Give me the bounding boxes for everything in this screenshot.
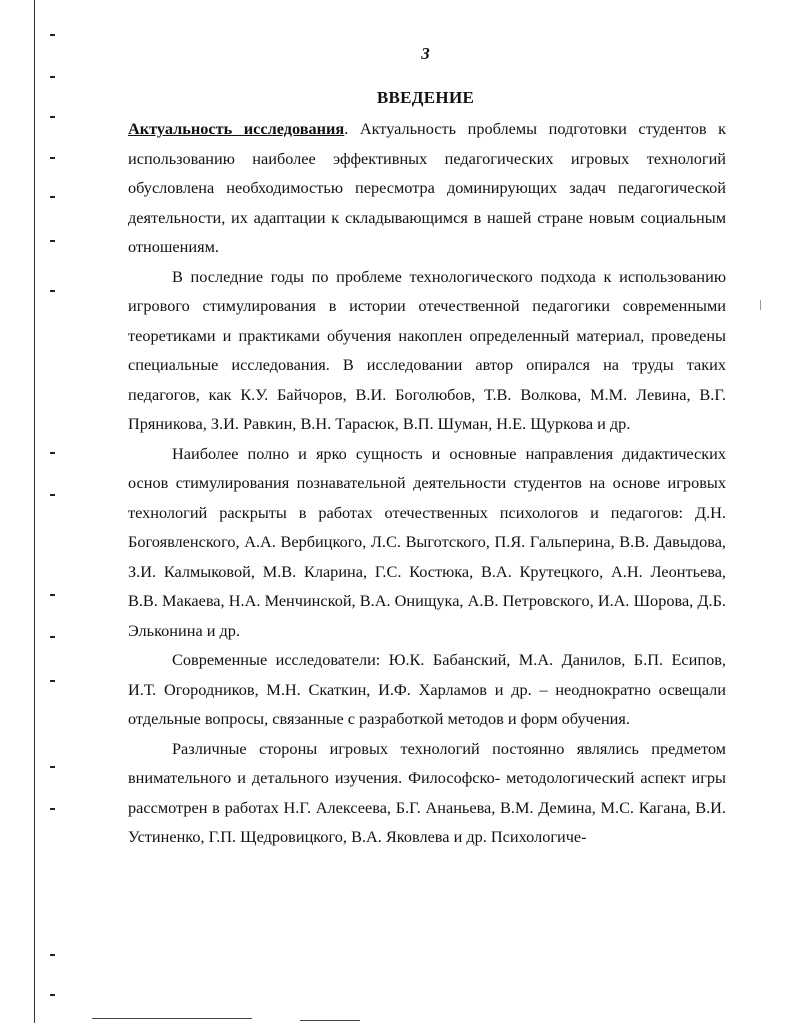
page-number: 3	[421, 44, 430, 63]
paragraph: Различные стороны игровых технологий постоянно являлись предметом внимательного и детального изучения. Философско- методологический аспект игры рассмотрен в работах Н.Г. Алексеева, Б.Г. Ананьева, В.М. Демина, М.С. Кагана, В.И. Устиненко, Г.П. Щедровицкого, В.А. Яковлева и др. Психологиче-	[128, 738, 726, 846]
scan-speck	[50, 594, 55, 596]
scan-speck	[760, 300, 761, 310]
scan-speck	[50, 452, 55, 454]
body-text	[128, 114, 726, 852]
scan-speck	[50, 196, 55, 198]
scan-speck	[50, 680, 55, 682]
scan-bottom-line	[300, 1020, 360, 1021]
paragraph	[128, 114, 726, 262]
section-heading: ВВЕДЕНИЕ	[376, 88, 475, 107]
lead-term: Актуальность исследования	[128, 119, 345, 138]
scan-speck	[50, 954, 55, 956]
scan-speck	[50, 240, 55, 242]
scan-speck	[50, 76, 55, 78]
scan-bottom-line	[92, 1018, 252, 1019]
scan-speck	[50, 157, 55, 159]
scan-speck	[50, 636, 55, 638]
scan-speck	[50, 116, 55, 118]
paragraph: В последние годы по проблеме технологического подхода к использованию игрового стимулирования в истории отечественной педагогики современными теоретиками и практиками обучения накоплен определенный материал, проведены специальные исследования. В исследовании автор опирался на труды таких педагогов, как К.У. Байчоров, В.И. Боголюбов, Т.В. Волкова, М.М. Левина, В.Г. Пряникова, З.И. Равкин, В.Н. Тарасюк, В.П. Шуман, Н.Е. Щуркова и др.	[128, 266, 726, 433]
paragraph-text: . Актуальность проблемы подготовки студентов к использованию наиболее эффективных педагогических игровых технологий обусловлена необходимостью пересмотра доминирующих задач педагогической деятельности, их адаптации к складывающимся в нашей стране новым социальным отношениям.	[128, 119, 726, 256]
scan-speck	[50, 494, 55, 496]
scan-speck	[50, 34, 55, 36]
scan-speck	[50, 994, 55, 996]
scan-speck	[50, 766, 55, 768]
paragraph: Наиболее полно и ярко сущность и основные направления дидактических основ стимулирования познавательной деятельности студентов на основе игровых технологий раскрыты в работах отечественных психологов и педагогов: Д.Н. Богоявленского, А.А. Вербицкого, Л.С. Выготского, П.Я. Гальперина, В.В. Давыдова, З.И. Калмыковой, М.В. Кларина, Г.С. Костюка, В.А. Крутецкого, А.Н. Леонтьева, В.В. Макаева, Н.А. Менчинской, В.А. Онищука, А.В. Петровского, И.А. Шорова, Д.Б. Эльконина и др.	[128, 443, 726, 640]
scan-speck	[50, 290, 55, 292]
scan-speck	[50, 808, 55, 810]
scan-binding-line	[34, 0, 35, 1023]
paragraph: Современные исследователи: Ю.К. Бабанский, М.А. Данилов, Б.П. Есипов, И.Т. Огородников, М.Н. Скаткин, И.Ф. Харламов и др. – неоднократно освещали отдельные вопросы, связанные с разработкой методов и форм обучения.	[128, 650, 726, 728]
